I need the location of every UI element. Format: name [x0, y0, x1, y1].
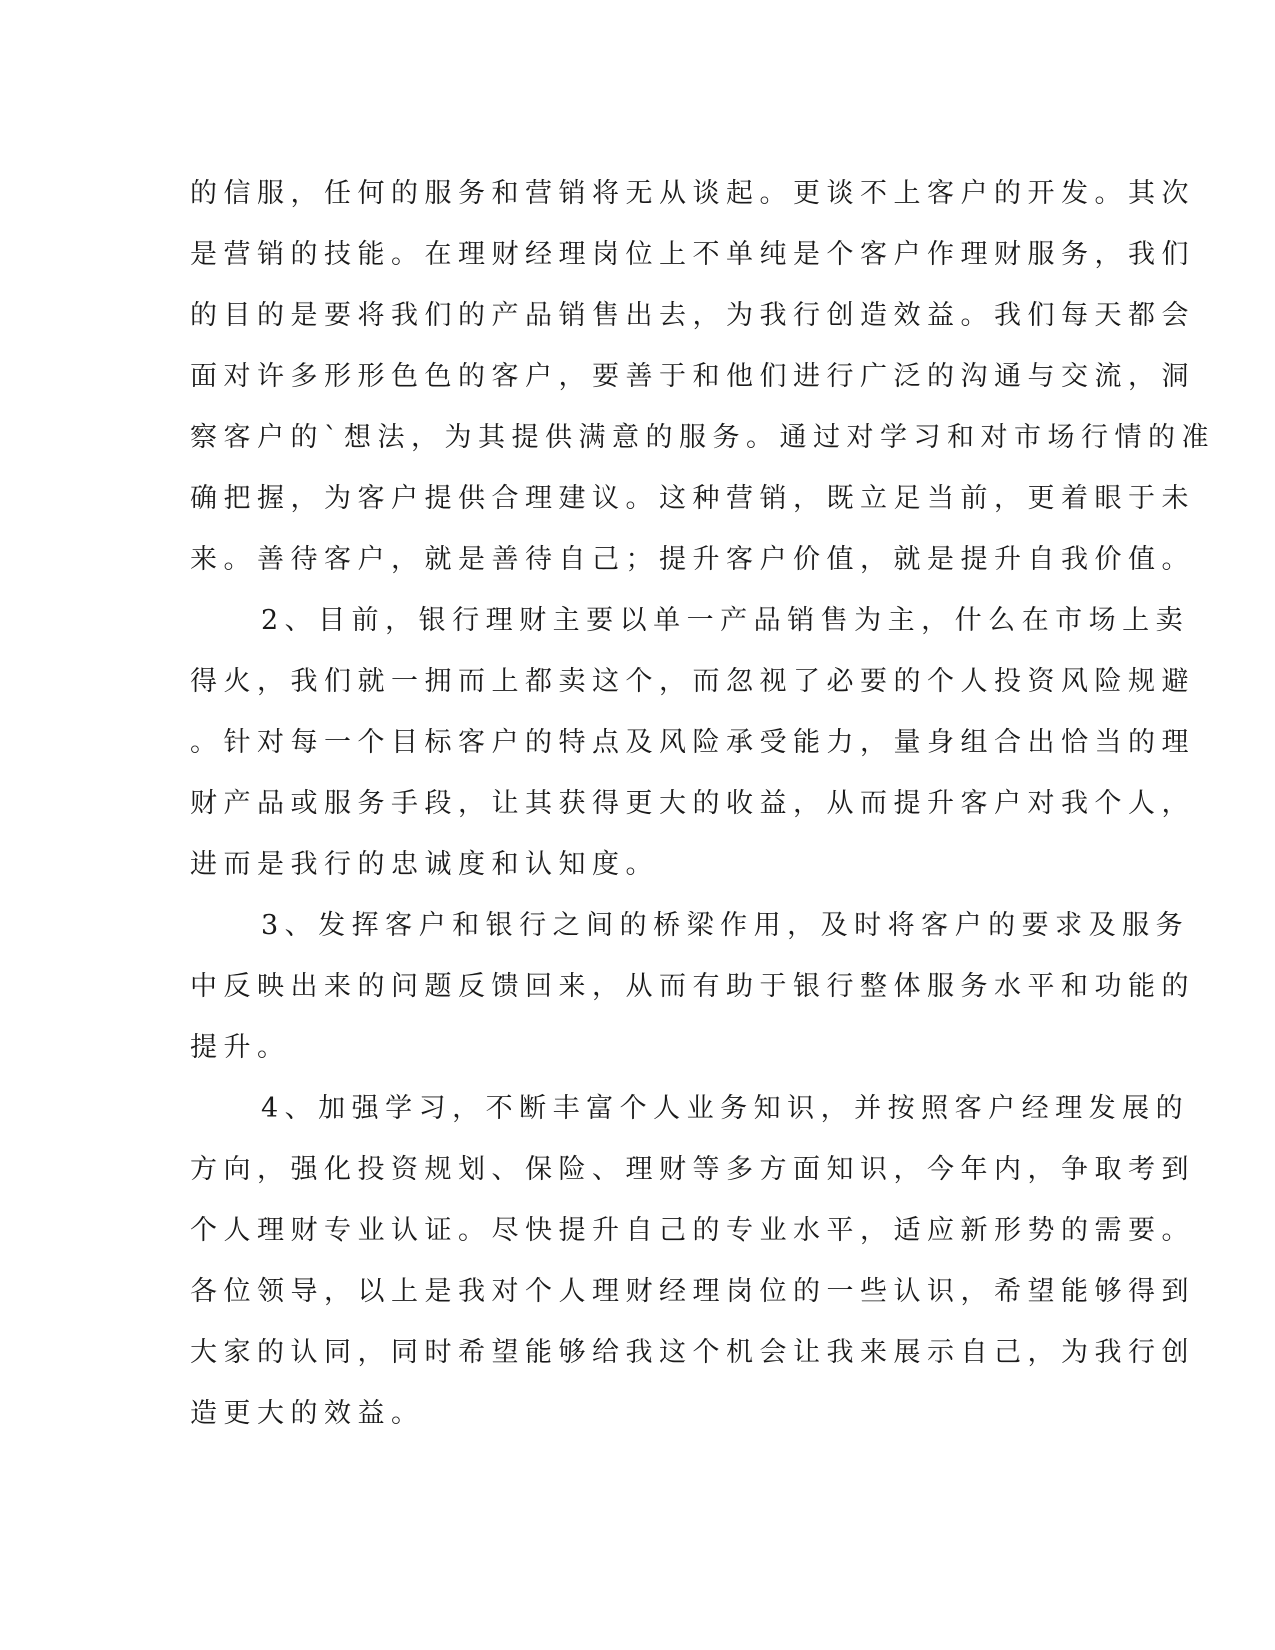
- text-line: 面对许多形形色色的客户，要善于和他们进行广泛的沟通与交流，洞: [190, 361, 1195, 392]
- text-line: 方向，强化投资规划、保险、理财等多方面知识，今年内，争取考到: [190, 1154, 1195, 1185]
- text-line: 。针对每一个目标客户的特点及风险承受能力，量身组合出恰当的理: [190, 727, 1195, 758]
- text-line: 造更大的效益。: [190, 1398, 425, 1429]
- text-line: 提升。: [190, 1032, 291, 1063]
- text-line: 得火，我们就一拥而上都卖这个，而忽视了必要的个人投资风险规避: [190, 666, 1195, 697]
- text-line: 中反映出来的问题反馈回来，从而有助于银行整体服务水平和功能的: [190, 971, 1195, 1002]
- text-line: 来。善待客户，就是善待自己；提升客户价值，就是提升自我价值。: [190, 544, 1195, 575]
- text-line: 3、发挥客户和银行之间的桥梁作用，及时将客户的要求及服务: [261, 910, 1190, 941]
- text-line: 进而是我行的忠诚度和认知度。: [190, 849, 659, 880]
- text-line: 大家的认同，同时希望能够给我这个机会让我来展示自己，为我行创: [190, 1337, 1195, 1368]
- text-line: 2、目前，银行理财主要以单一产品销售为主，什么在市场上卖: [261, 605, 1190, 636]
- text-line: 察客户的`想法，为其提供满意的服务。通过对学习和对市场行情的准: [190, 422, 1215, 453]
- text-line: 确把握，为客户提供合理建议。这种营销，既立足当前，更着眼于未: [190, 483, 1195, 514]
- text-line: 各位领导，以上是我对个人理财经理岗位的一些认识，希望能够得到: [190, 1276, 1195, 1307]
- text-line: 的信服，任何的服务和营销将无从谈起。更谈不上客户的开发。其次: [190, 178, 1195, 209]
- text-line: 4、加强学习，不断丰富个人业务知识，并按照客户经理发展的: [261, 1093, 1190, 1124]
- text-line: 财产品或服务手段，让其获得更大的收益，从而提升客户对我个人，: [190, 788, 1195, 819]
- document-body: [190, 163, 1215, 1444]
- text-line: 是营销的技能。在理财经理岗位上不单纯是个客户作理财服务，我们: [190, 239, 1195, 270]
- text-line: 的目的是要将我们的产品销售出去，为我行创造效益。我们每天都会: [190, 300, 1195, 331]
- text-line: 个人理财专业认证。尽快提升自己的专业水平，适应新形势的需要。: [190, 1215, 1195, 1246]
